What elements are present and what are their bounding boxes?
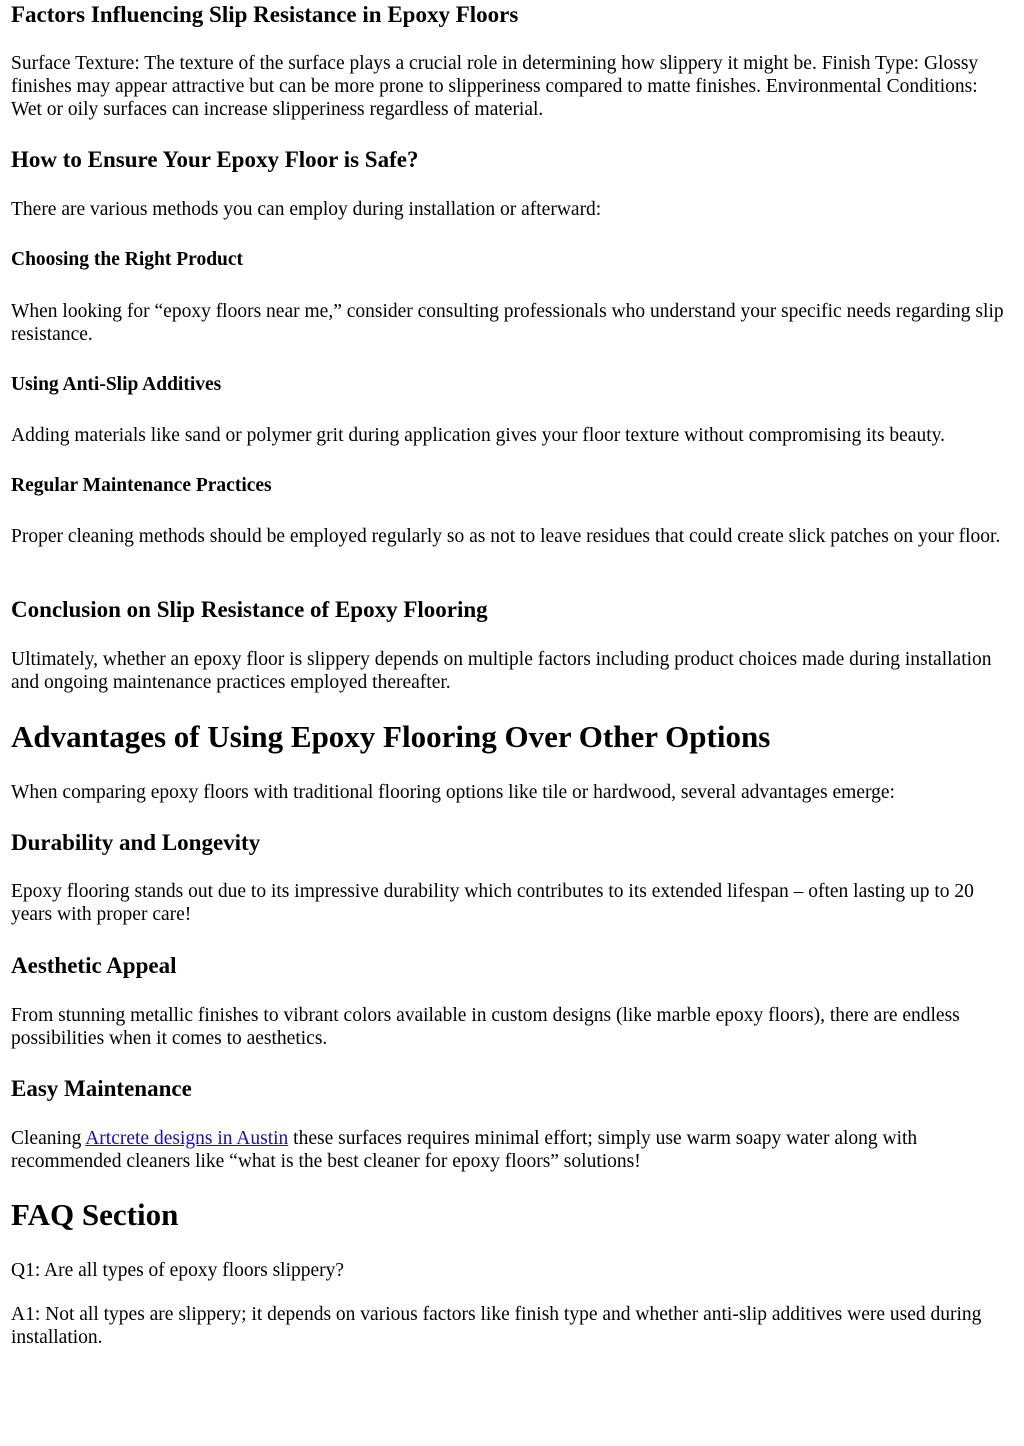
heading-advantages: Advantages of Using Epoxy Flooring Over Other Options [11,719,771,754]
artcrete-austin-link[interactable]: Artcrete designs in Austin [85,1128,289,1149]
paragraph-durability: Epoxy flooring stands out due to its impressive durability which contributes to its extended lifespan – often lasting up to 20 years with proper care! [11,881,974,925]
heading-conclusion: Conclusion on Slip Resistance of Epoxy Flooring [11,597,488,622]
heading-durability: Durability and Longevity [11,830,261,855]
heading-faq: FAQ Section [11,1197,179,1232]
paragraph-conclusion: Ultimately, whether an epoxy floor is slippery depends on multiple factors including product choices made during installation and ongoing maintenance practices employed thereafter. [11,649,992,693]
paragraph-ensure-safe: There are various methods you can employ during installation or afterward: [11,199,602,220]
faq-question-1: Q1: Are all types of epoxy floors slippery? [11,1260,345,1281]
easy-maintenance-text-after: these surfaces requires minimal effort; simply use warm soapy water along with recommended cleaners like “what is the best cleaner for epoxy floors” solutions! [11,1128,918,1172]
paragraph-advantages: When comparing epoxy floors with traditional flooring options like tile or hardwood, several advantages emerge: [11,782,895,803]
heading-aesthetic-appeal: Aesthetic Appeal [11,953,177,978]
paragraph-choosing-product: When looking for “epoxy floors near me,” consider consulting professionals who understand your specific needs regarding slip resistance. [11,301,1004,345]
paragraph-easy-maintenance [11,1127,1010,1173]
heading-factors: Factors Influencing Slip Resistance in Epoxy Floors [11,2,519,27]
heading-easy-maintenance: Easy Maintenance [11,1076,192,1101]
paragraph-factors: Surface Texture: The texture of the surface plays a crucial role in determining how slippery it might be. Finish Type: Glossy finishes may appear attractive but can be more prone to slipperiness compared to matte finishes. Environmental Conditions: Wet or oily surfaces can increase slipperiness regardless of material. [11,53,979,120]
easy-maintenance-text-before: Cleaning [11,1128,86,1149]
paragraph-aesthetic-appeal: From stunning metallic finishes to vibrant colors available in custom designs (like marble epoxy floors), there are endless possibilities when it comes to aesthetics. [11,1005,960,1049]
heading-anti-slip-additives: Using Anti-Slip Additives [11,374,222,395]
heading-choosing-product: Choosing the Right Product [11,249,244,270]
paragraph-regular-maintenance: Proper cleaning methods should be employed regularly so as not to leave residues that could create slick patches on your floor. [11,526,1001,547]
faq-answer-1: A1: Not all types are slippery; it depends on various factors like finish type and whether anti-slip additives were used during installation. [11,1304,982,1348]
paragraph-anti-slip-additives: Adding materials like sand or polymer grit during application gives your floor texture without compromising its beauty. [11,425,946,446]
heading-ensure-safe: How to Ensure Your Epoxy Floor is Safe? [11,147,419,172]
heading-regular-maintenance: Regular Maintenance Practices [11,475,272,496]
